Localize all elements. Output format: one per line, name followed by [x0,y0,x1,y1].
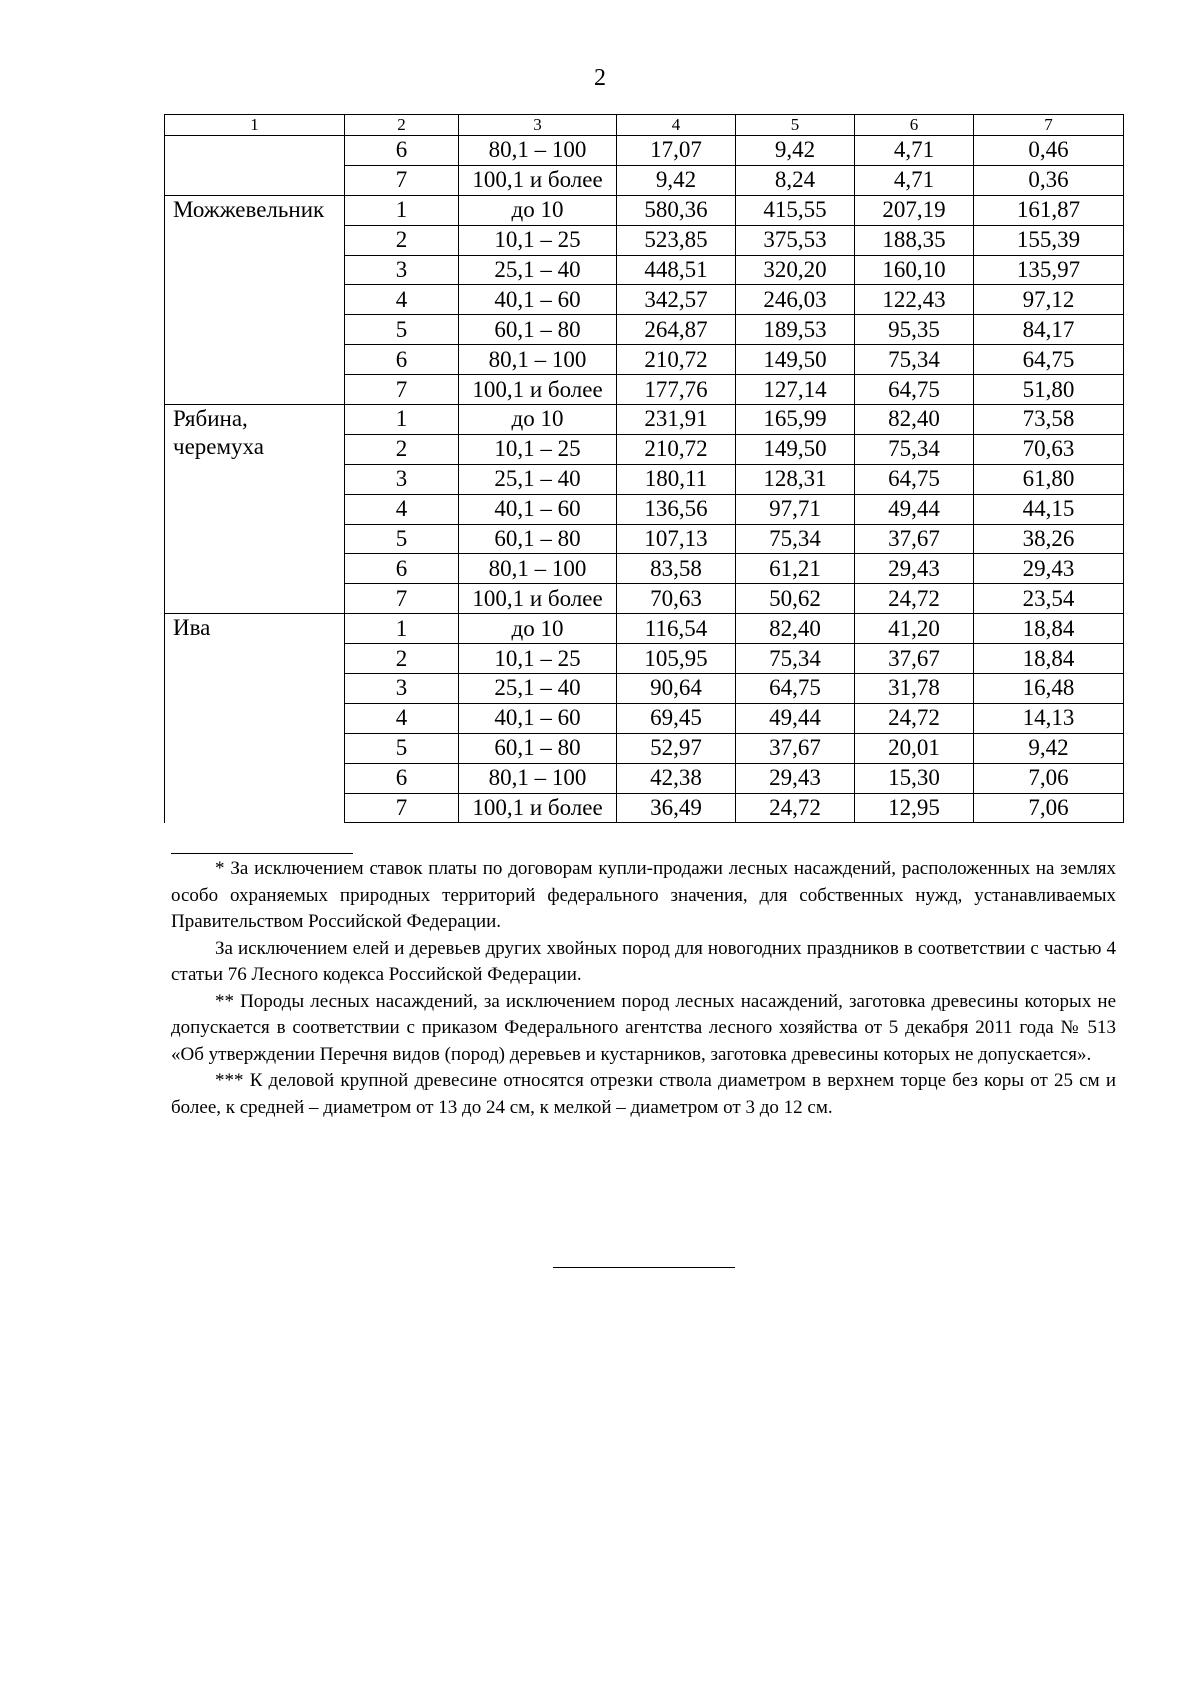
rates-table-body [165,115,1124,823]
rate-medium-cell: 97,71 [736,494,855,524]
rate-medium-cell: 8,24 [736,165,855,195]
rate-firewood-cell: 0,36 [974,165,1124,195]
diameter-class-cell: 1 [345,195,459,225]
rate-small-cell: 95,35 [855,315,974,345]
diameter-range-cell: 25,1 – 40 [459,674,617,704]
footnote-single-star: * За исключением ставок платы по договорам купли-продажи лесных насаждений, расположенных на землях особо охраняемых природных территорий федерального значения, для собственных нужд, устанавливаемых Правительством Российской Федерации. [171,858,1116,932]
footnote-triple-star: *** К деловой крупной древесине относятся отрезки ствола диаметром в верхнем торце без коры от 25 см и более, к средней – диаметром от 13 до 24 см, к мелкой – диаметром от 3 до 12 см. [171,1070,1116,1118]
rate-small-cell: 4,71 [855,165,974,195]
column-number: 6 [855,115,974,136]
rate-medium-cell: 246,03 [736,285,855,315]
rate-firewood-cell: 61,80 [974,464,1124,494]
species-line: Рябина, [173,406,248,432]
rate-medium-cell: 320,20 [736,255,855,285]
diameter-class-cell: 1 [345,405,459,435]
rate-large-cell: 17,07 [617,136,736,166]
diameter-range-cell: 80,1 – 100 [459,136,617,166]
rate-medium-cell: 149,50 [736,434,855,464]
diameter-range-cell: 60,1 – 80 [459,315,617,345]
rate-medium-cell: 165,99 [736,405,855,435]
diameter-class-cell: 1 [345,614,459,644]
rate-medium-cell: 82,40 [736,614,855,644]
rate-firewood-cell: 7,06 [974,793,1124,823]
diameter-class-cell: 7 [345,793,459,823]
rate-firewood-cell: 0,46 [974,136,1124,166]
rate-medium-cell: 24,72 [736,793,855,823]
diameter-class-cell: 3 [345,464,459,494]
rate-large-cell: 448,51 [617,255,736,285]
footnote-fir-exception: За исключением елей и деревьев других хвойных пород для новогодних праздников в соответствии с частью 4 статьи 76 Лесного кодекса Российской Федерации. [171,937,1116,985]
diameter-range-cell: 25,1 – 40 [459,464,617,494]
rate-large-cell: 70,63 [617,584,736,614]
rate-medium-cell: 189,53 [736,315,855,345]
rate-firewood-cell: 7,06 [974,763,1124,793]
species-line: черемуха [173,434,264,460]
diameter-class-cell: 6 [345,763,459,793]
rate-small-cell: 122,43 [855,285,974,315]
diameter-range-cell: 60,1 – 80 [459,733,617,763]
rate-small-cell: 29,43 [855,554,974,584]
rate-small-cell: 12,95 [855,793,974,823]
rate-large-cell: 342,57 [617,285,736,315]
rate-small-cell: 24,72 [855,703,974,733]
rate-small-cell: 64,75 [855,464,974,494]
rate-firewood-cell: 73,58 [974,405,1124,435]
diameter-class-cell: 6 [345,554,459,584]
rate-small-cell: 64,75 [855,375,974,405]
table-row [165,614,1124,644]
rate-small-cell: 37,67 [855,644,974,674]
rate-medium-cell: 29,43 [736,763,855,793]
rate-firewood-cell: 18,84 [974,644,1124,674]
rate-large-cell: 523,85 [617,225,736,255]
diameter-class-cell: 2 [345,434,459,464]
diameter-class-cell: 2 [345,644,459,674]
diameter-class-cell: 7 [345,165,459,195]
diameter-range-cell: 25,1 – 40 [459,255,617,285]
column-number: 5 [736,115,855,136]
rate-large-cell: 210,72 [617,345,736,375]
rate-small-cell: 82,40 [855,405,974,435]
table-row [165,136,1124,166]
rate-medium-cell: 128,31 [736,464,855,494]
species-cell: Можжевельник [165,195,345,404]
footnotes [171,856,1116,1121]
diameter-range-cell: 80,1 – 100 [459,345,617,375]
rate-firewood-cell: 18,84 [974,614,1124,644]
rate-small-cell: 188,35 [855,225,974,255]
rate-large-cell: 107,13 [617,524,736,554]
rate-medium-cell: 75,34 [736,644,855,674]
rate-firewood-cell: 84,17 [974,315,1124,345]
rate-small-cell: 37,67 [855,524,974,554]
rate-firewood-cell: 14,13 [974,703,1124,733]
rate-medium-cell: 9,42 [736,136,855,166]
rate-small-cell: 75,34 [855,434,974,464]
rate-firewood-cell: 97,12 [974,285,1124,315]
rate-medium-cell: 64,75 [736,674,855,704]
diameter-class-cell: 5 [345,733,459,763]
diameter-class-cell: 4 [345,703,459,733]
rate-firewood-cell: 64,75 [974,345,1124,375]
rate-medium-cell: 37,67 [736,733,855,763]
rates-table [164,114,1124,823]
rate-medium-cell: 375,53 [736,225,855,255]
diameter-class-cell: 3 [345,255,459,285]
rate-large-cell: 264,87 [617,315,736,345]
diameter-range-cell: 40,1 – 60 [459,494,617,524]
rate-large-cell: 136,56 [617,494,736,524]
rate-large-cell: 9,42 [617,165,736,195]
rate-medium-cell: 49,44 [736,703,855,733]
rate-large-cell: 177,76 [617,375,736,405]
rate-large-cell: 231,91 [617,405,736,435]
rate-small-cell: 75,34 [855,345,974,375]
rate-large-cell: 580,36 [617,195,736,225]
page-number: 2 [594,65,606,91]
species-cell [165,405,345,614]
rate-firewood-cell: 9,42 [974,733,1124,763]
rate-small-cell: 20,01 [855,733,974,763]
diameter-range-cell: до 10 [459,614,617,644]
rate-large-cell: 210,72 [617,434,736,464]
column-number-row [165,115,1124,136]
rate-small-cell: 41,20 [855,614,974,644]
diameter-range-cell: 80,1 – 100 [459,763,617,793]
column-number: 1 [165,115,345,136]
rate-medium-cell: 61,21 [736,554,855,584]
rate-medium-cell: 127,14 [736,375,855,405]
rate-medium-cell: 75,34 [736,524,855,554]
column-number: 3 [459,115,617,136]
rate-firewood-cell: 70,63 [974,434,1124,464]
rate-large-cell: 116,54 [617,614,736,644]
rate-large-cell: 69,45 [617,703,736,733]
diameter-class-cell: 5 [345,524,459,554]
diameter-range-cell: 40,1 – 60 [459,285,617,315]
rate-medium-cell: 149,50 [736,345,855,375]
column-number: 2 [345,115,459,136]
rate-small-cell: 160,10 [855,255,974,285]
rate-medium-cell: 50,62 [736,584,855,614]
diameter-range-cell: 100,1 и более [459,375,617,405]
diameter-range-cell: 100,1 и более [459,793,617,823]
diameter-range-cell: 100,1 и более [459,165,617,195]
table-row [165,405,1124,435]
rate-firewood-cell: 29,43 [974,554,1124,584]
rate-large-cell: 90,64 [617,674,736,704]
diameter-class-cell: 3 [345,674,459,704]
rate-large-cell: 105,95 [617,644,736,674]
rate-firewood-cell: 155,39 [974,225,1124,255]
diameter-range-cell: 40,1 – 60 [459,703,617,733]
rate-small-cell: 4,71 [855,136,974,166]
species-cell: Ива [165,614,345,823]
diameter-class-cell: 4 [345,494,459,524]
rate-firewood-cell: 38,26 [974,524,1124,554]
diameter-range-cell: 60,1 – 80 [459,524,617,554]
rate-small-cell: 49,44 [855,494,974,524]
column-number: 4 [617,115,736,136]
footnote-separator [171,853,353,854]
footnote-double-star: ** Породы лесных насаждений, за исключением пород лесных насаждений, заготовка древесины которых не допускается в соответствии с приказом Федерального агентства лесного хозяйства от 5 декабря 2011 года № 513 «Об утверждении Перечня видов (пород) деревьев и кустарников, заготовка древесины которых не допускается». [171,990,1116,1065]
diameter-class-cell: 5 [345,315,459,345]
diameter-class-cell: 6 [345,345,459,375]
diameter-class-cell: 7 [345,584,459,614]
diameter-class-cell: 7 [345,375,459,405]
rate-firewood-cell: 44,15 [974,494,1124,524]
diameter-range-cell: 10,1 – 25 [459,225,617,255]
rate-large-cell: 180,11 [617,464,736,494]
rate-firewood-cell: 51,80 [974,375,1124,405]
rate-medium-cell: 415,55 [736,195,855,225]
rate-firewood-cell: 23,54 [974,584,1124,614]
diameter-class-cell: 2 [345,225,459,255]
species-cell [165,136,345,196]
rate-large-cell: 36,49 [617,793,736,823]
diameter-class-cell: 6 [345,136,459,166]
diameter-range-cell: 10,1 – 25 [459,644,617,674]
rate-large-cell: 52,97 [617,733,736,763]
rate-firewood-cell: 16,48 [974,674,1124,704]
diameter-class-cell: 4 [345,285,459,315]
diameter-range-cell: 100,1 и более [459,584,617,614]
rate-firewood-cell: 161,87 [974,195,1124,225]
rate-large-cell: 42,38 [617,763,736,793]
rate-firewood-cell: 135,97 [974,255,1124,285]
diameter-range-cell: до 10 [459,405,617,435]
end-of-document-line [553,1267,735,1268]
table-row [165,195,1124,225]
column-number: 7 [974,115,1124,136]
rate-small-cell: 24,72 [855,584,974,614]
diameter-range-cell: 10,1 – 25 [459,434,617,464]
diameter-range-cell: до 10 [459,195,617,225]
rate-small-cell: 207,19 [855,195,974,225]
rate-large-cell: 83,58 [617,554,736,584]
rate-small-cell: 31,78 [855,674,974,704]
rate-small-cell: 15,30 [855,763,974,793]
diameter-range-cell: 80,1 – 100 [459,554,617,584]
